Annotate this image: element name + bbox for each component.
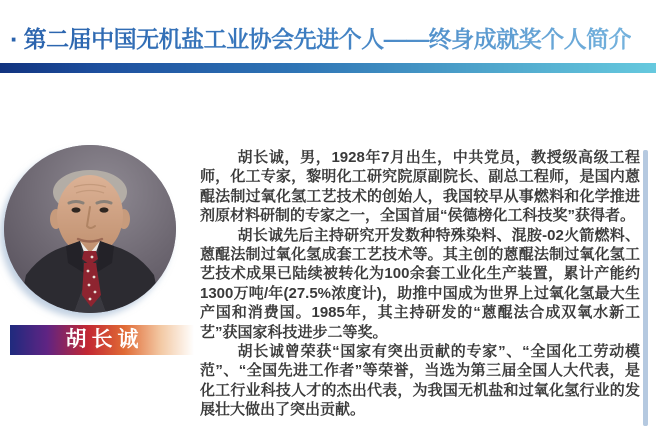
title-underline-bar bbox=[0, 63, 656, 73]
portrait-illustration bbox=[4, 145, 176, 313]
paragraph: 胡长诚曾荣获“国家有突出贡献的专家”、“全国化工劳动模范”、“全国先进工作者”等荣誉，当选为第三届全国人大代表，是化工行业科技人才的杰出代表，为我国无机盐和过氧化氢行业的发展壮大做出了突出贡献。 bbox=[200, 343, 640, 419]
name-plate bbox=[10, 325, 194, 355]
page-title: 第二届中国无机盐工业协会先进个人——终身成就奖个人简介 bbox=[23, 26, 632, 52]
bullet-icon: · bbox=[10, 24, 19, 54]
person-name: 胡长诚 bbox=[65, 328, 144, 351]
biography-text bbox=[200, 148, 640, 420]
title-row bbox=[10, 24, 650, 54]
scrollbar-thumb[interactable] bbox=[643, 150, 648, 426]
paragraph: 胡长诚，男，1928年7月出生，中共党员，教授级高级工程师，化工专家，黎明化工研究院原副院长、副总工程师，是国内蒽醌法制过氧化氢工艺技术的创始人，我国较早从事燃料和化学推进剂原材料研制的专家之一，全国首届“侯德榜化工科技奖”获得者。 bbox=[200, 149, 640, 225]
portrait-photo bbox=[4, 145, 176, 313]
paragraph: 胡长诚先后主持研究开发数种特殊染料、混胺-02火箭燃料、蒽醌法制过氧化氢成套工艺技术等。其主创的蒽醌法制过氧化氢工艺技术成果已陆续被转化为100余套工业化生产装置，累计产能约1300万吨/年(27.5%浓度计)，助推中国成为世界上过氧化氢最大生产国和消费国。1985年，其主持研发的“蒽醌法合成双氧水新工艺”获国家科技进步二等奖。 bbox=[200, 226, 640, 341]
